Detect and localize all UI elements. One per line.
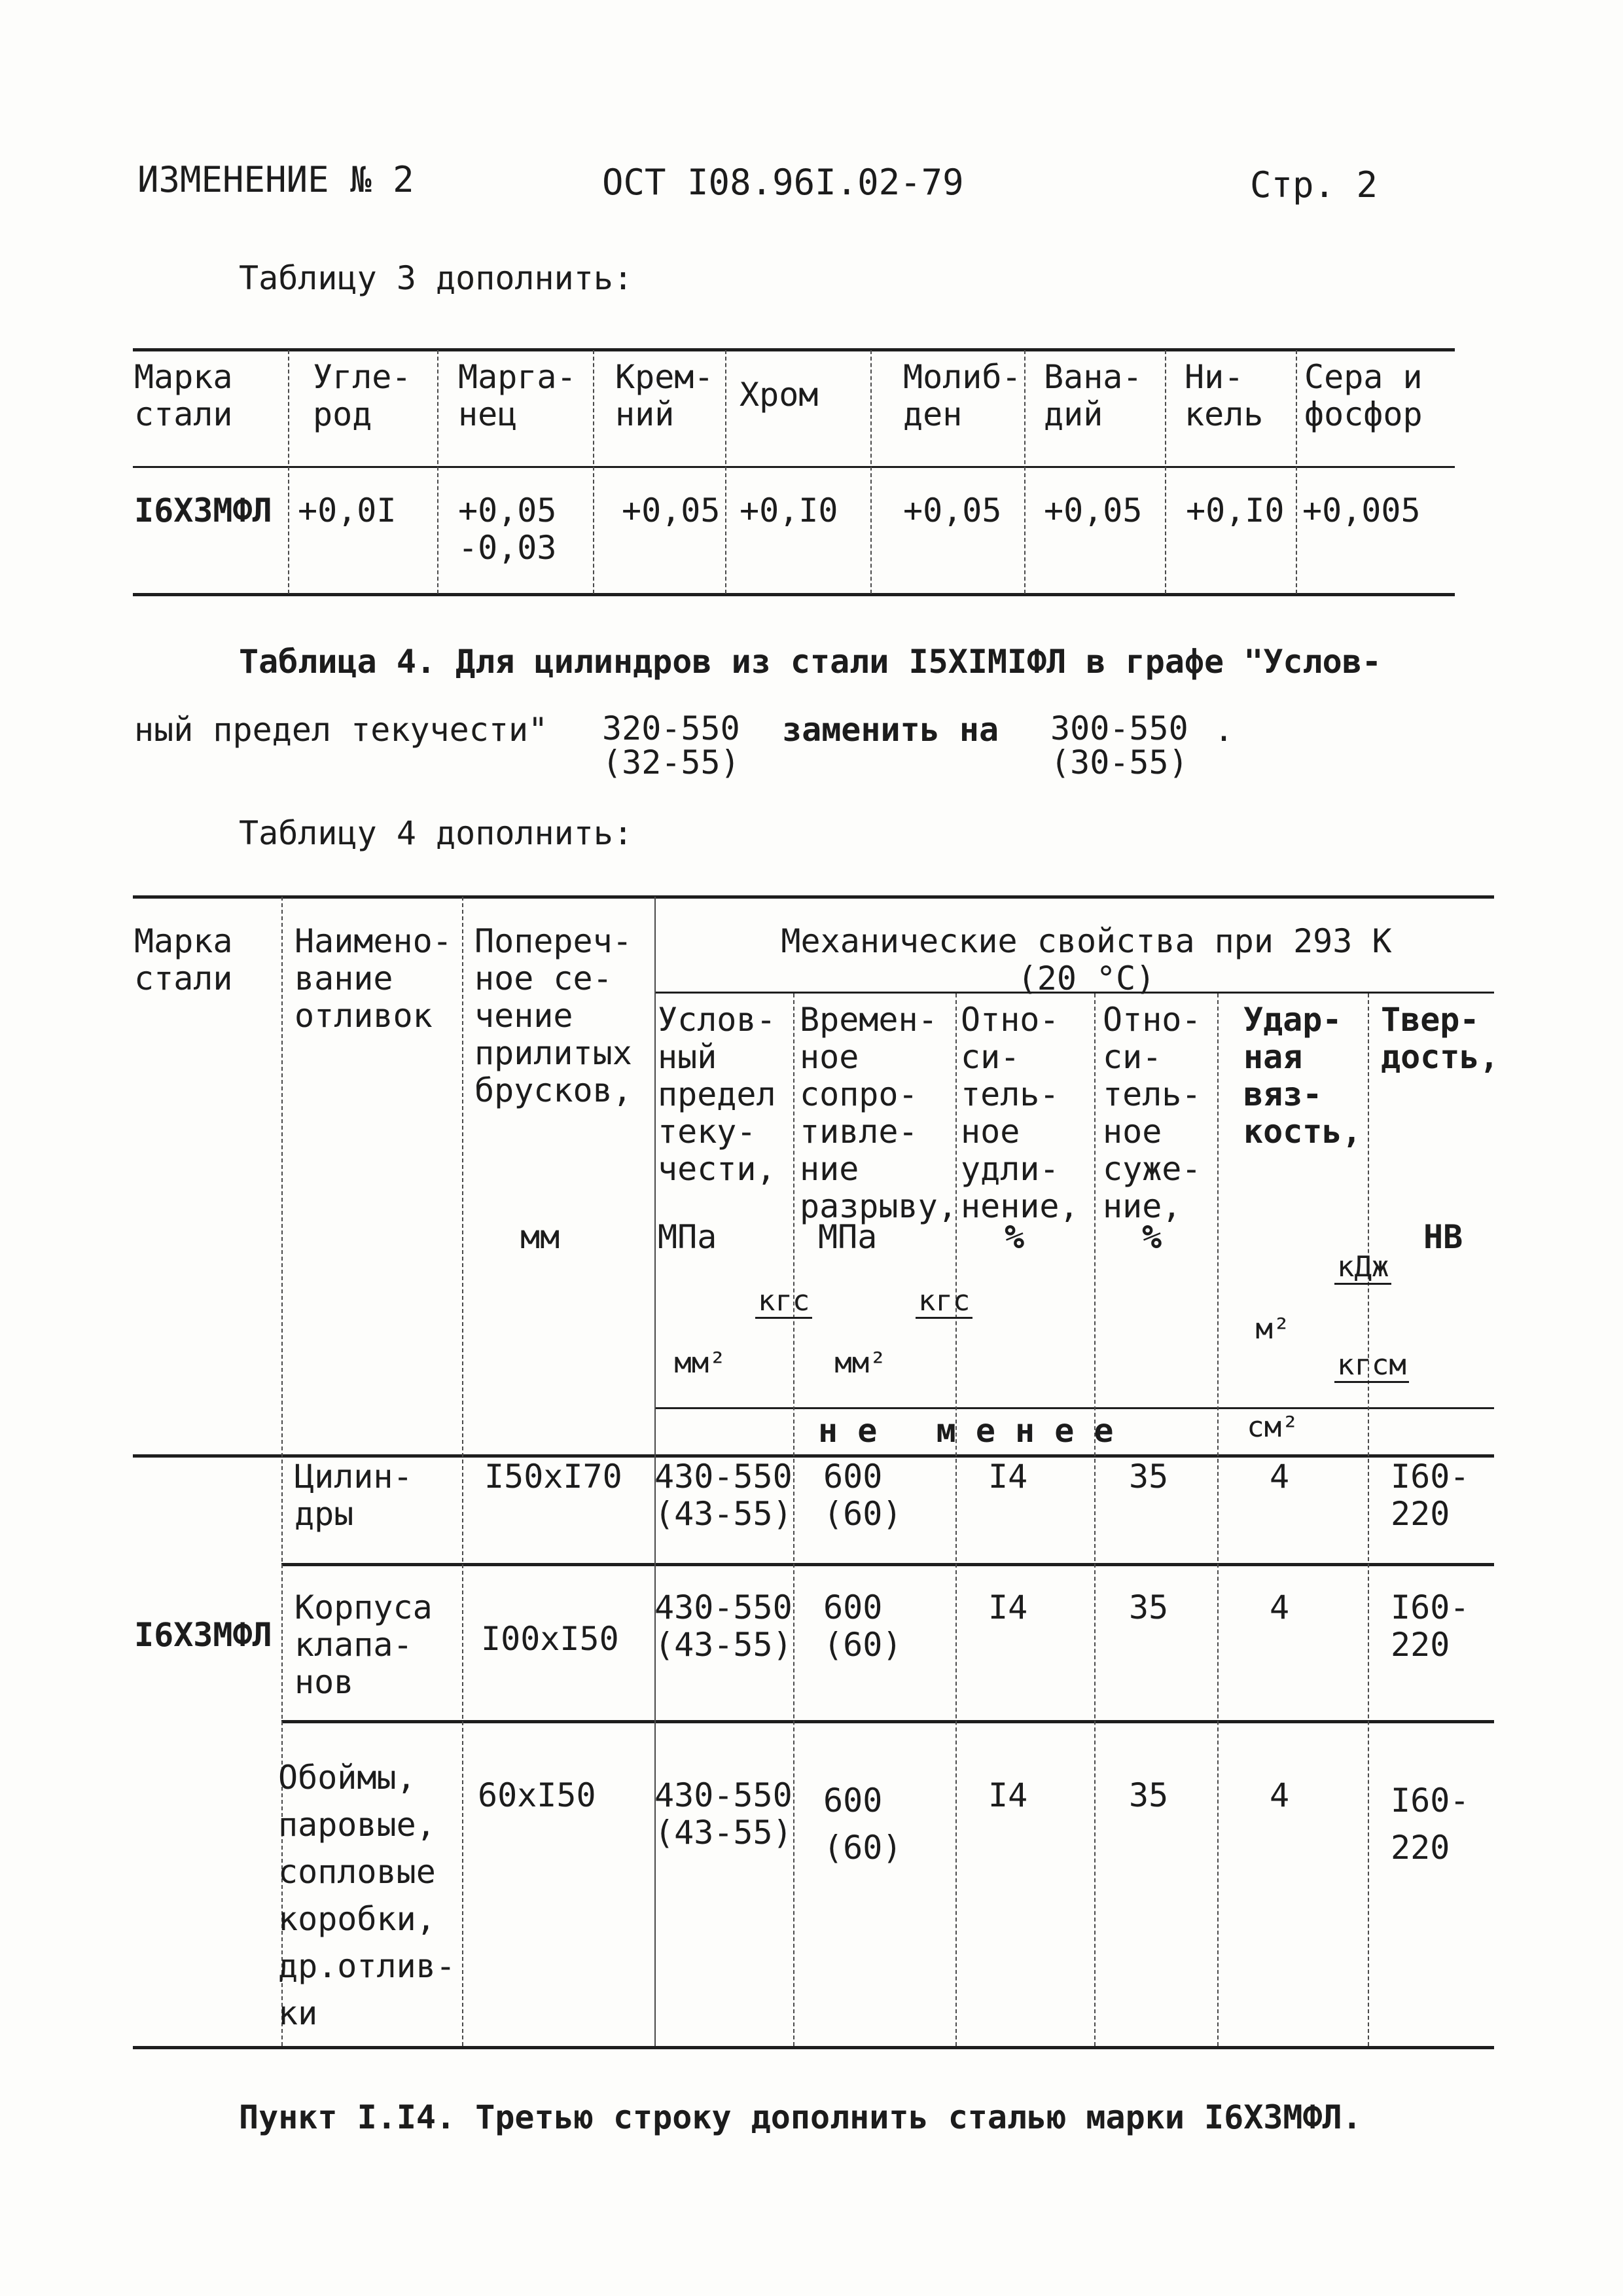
table3-header-molybdenum: Молиб- ден bbox=[903, 358, 1022, 433]
row3-tensile: 600 (60) bbox=[823, 1782, 902, 1867]
table3-col-divider bbox=[1165, 350, 1166, 594]
new-yield-value-kgf: (30-55) bbox=[1050, 744, 1188, 781]
table3-col-divider bbox=[593, 350, 594, 594]
table4-header-mech-title: Механические свойства при 293 К (20 °С) bbox=[781, 922, 1392, 997]
table4-unit-contraction: % bbox=[1142, 1218, 1162, 1256]
table4-header-grade: Марка стали bbox=[134, 922, 233, 997]
table3-col-divider bbox=[437, 350, 438, 594]
table4-unit-yield: МПа bbox=[658, 1218, 717, 1256]
table4-col-divider bbox=[1217, 994, 1219, 2046]
table4-subheader-contraction: Отно- си- тель- ное суже- ние, bbox=[1103, 1001, 1202, 1225]
frac-numerator: кгс bbox=[755, 1287, 812, 1319]
table3-header-chromium: Хром bbox=[740, 376, 819, 414]
change-number: ИЗМЕНЕНИЕ № 2 bbox=[137, 159, 414, 200]
table4-col-divider bbox=[1094, 994, 1096, 2046]
table3-silicon-value: +0,05 bbox=[622, 492, 721, 529]
table4-unit-tensile-kgf bbox=[812, 1258, 971, 1435]
table3-header-sulfur-phosphorus: Сера и фосфор bbox=[1304, 358, 1423, 433]
row2-section: I00xI50 bbox=[481, 1620, 619, 1658]
table3-chromium-value: +0,I0 bbox=[740, 492, 838, 529]
frac-numerator: кДж bbox=[1334, 1253, 1391, 1285]
page-number: Стр. 2 bbox=[1250, 164, 1378, 206]
old-yield-value-kgf: (32-55) bbox=[602, 744, 740, 781]
table3-carbon-value: +0,0I bbox=[298, 492, 397, 529]
row3-elongation: I4 bbox=[988, 1776, 1028, 1814]
old-yield-value: 320-550 bbox=[602, 709, 740, 747]
paragraph-period: . bbox=[1214, 711, 1234, 749]
row1-casting-name: Цилин- дры bbox=[294, 1458, 413, 1533]
table3-col-divider bbox=[1024, 350, 1026, 594]
row2-casting-name: Корпуса клапа- нов bbox=[294, 1588, 433, 1701]
row1-impact: 4 bbox=[1270, 1458, 1290, 1496]
new-yield-value: 300-550 bbox=[1050, 709, 1188, 747]
row2-contraction: 35 bbox=[1129, 1588, 1169, 1626]
row2-elongation: I4 bbox=[988, 1588, 1028, 1626]
table3-sulfur-phosphorus-value: +0,005 bbox=[1302, 492, 1421, 529]
table3-nickel-value: +0,I0 bbox=[1186, 492, 1285, 529]
table3-vanadium-value: +0,05 bbox=[1044, 492, 1143, 529]
table4-header-section-unit: мм bbox=[520, 1218, 560, 1256]
table4-unit-hardness: НВ bbox=[1423, 1218, 1463, 1256]
paragraph-table4-line1: Таблица 4. Для цилиндров из стали I5XIMIФЛ в графе "Услов- bbox=[239, 643, 1382, 681]
table3-col-divider bbox=[870, 350, 872, 594]
table3-top-rule bbox=[133, 348, 1455, 351]
table4-grade: I6X3МФЛ bbox=[134, 1616, 272, 1654]
row2-hardness: I60- 220 bbox=[1391, 1588, 1470, 1664]
table4-top-rule bbox=[133, 895, 1494, 899]
frac-numerator: кгсм bbox=[1334, 1351, 1409, 1383]
table4-unit-tensile: МПа bbox=[818, 1218, 878, 1256]
table3-header-nickel: Ни- кель bbox=[1185, 358, 1264, 433]
table3-intro: Таблицу 3 дополнить: bbox=[239, 259, 633, 297]
table3-manganese-value: +0,05 -0,03 bbox=[458, 492, 557, 567]
standard-code: ОСТ I08.96I.02-79 bbox=[602, 162, 964, 203]
table4-subheader-tensile: Времен- ное сопро- тивле- ние разрыву, bbox=[800, 1001, 957, 1225]
table4-unit-yield-kgf bbox=[651, 1258, 810, 1435]
row1-tensile: 600 (60) bbox=[823, 1458, 902, 1533]
table4-subheader-elongation: Отно- си- тель- ное удли- нение, bbox=[961, 1001, 1079, 1225]
row1-yield: 430-550 (43-55) bbox=[654, 1458, 793, 1533]
table4-col-divider bbox=[1368, 994, 1369, 2046]
replace-with-text: заменить на bbox=[782, 711, 999, 749]
table3-header-manganese: Марга- нец bbox=[458, 358, 577, 433]
table4-not-less: н е м е н е е bbox=[818, 1412, 1114, 1450]
row3-casting-name: Обоймы, паровые, сопловые коробки, др.отлив- ки bbox=[278, 1759, 455, 2032]
table3-grade: I6X3МФЛ bbox=[134, 492, 272, 529]
table3-header-rule bbox=[133, 466, 1455, 468]
row1-section: I50xI70 bbox=[484, 1458, 622, 1496]
table4-intro: Таблицу 4 дополнить: bbox=[239, 814, 633, 852]
row2-tensile: 600 (60) bbox=[823, 1588, 902, 1664]
row3-hardness: I60- 220 bbox=[1391, 1782, 1470, 1867]
table4-col-divider bbox=[793, 994, 794, 2046]
row3-yield: 430-550 (43-55) bbox=[654, 1776, 793, 1852]
row3-contraction: 35 bbox=[1129, 1776, 1169, 1814]
row3-impact: 4 bbox=[1270, 1776, 1290, 1814]
footer-clause: Пункт I.I4. Третью строку дополнить сталью марки I6X3МФЛ. bbox=[239, 2098, 1362, 2136]
table4-subheader-hardness: Твер- дость, bbox=[1381, 1001, 1499, 1076]
table4-col-divider bbox=[462, 897, 463, 2046]
table3-header-grade: Марка стали bbox=[134, 358, 233, 433]
row1-elongation: I4 bbox=[988, 1458, 1028, 1496]
paragraph-table4-line2: ный предел текучести" bbox=[134, 711, 548, 749]
table4-subheader-yield: Услов- ный предел теку- чести, bbox=[658, 1001, 776, 1188]
table4-header-section: Попереч- ное се- чение прилитых брусков, bbox=[474, 922, 632, 1109]
table3-molybdenum-value: +0,05 bbox=[903, 492, 1002, 529]
frac-denominator: см² bbox=[1247, 1410, 1299, 1444]
frac-denominator: мм² bbox=[674, 1346, 726, 1380]
table4-unit-elongation: % bbox=[1005, 1218, 1025, 1256]
frac-denominator: мм² bbox=[834, 1346, 887, 1380]
table4-bottom-rule bbox=[133, 2046, 1494, 2049]
row1-hardness: I60- 220 bbox=[1391, 1458, 1470, 1533]
row1-contraction: 35 bbox=[1129, 1458, 1169, 1496]
row3-section: 60xI50 bbox=[478, 1776, 596, 1814]
frac-numerator: кгс bbox=[916, 1287, 972, 1319]
table3-header-silicon: Крем- ний bbox=[615, 358, 714, 433]
table4-subheader-impact: Удар- ная вяз- кость, bbox=[1243, 1001, 1362, 1151]
table3-col-divider bbox=[288, 350, 289, 594]
frac-denominator: м² bbox=[1255, 1312, 1291, 1346]
row2-impact: 4 bbox=[1270, 1588, 1290, 1626]
table3-bottom-rule bbox=[133, 593, 1455, 596]
table3-header-carbon: Угле- род bbox=[313, 358, 412, 433]
row2-yield: 430-550 (43-55) bbox=[654, 1588, 793, 1664]
table3-col-divider bbox=[1296, 350, 1297, 594]
table3-header-vanadium: Вана- дий bbox=[1044, 358, 1143, 433]
table3-col-divider bbox=[725, 350, 726, 594]
table4-header-casting-name: Наимено- вание отливок bbox=[294, 922, 452, 1035]
